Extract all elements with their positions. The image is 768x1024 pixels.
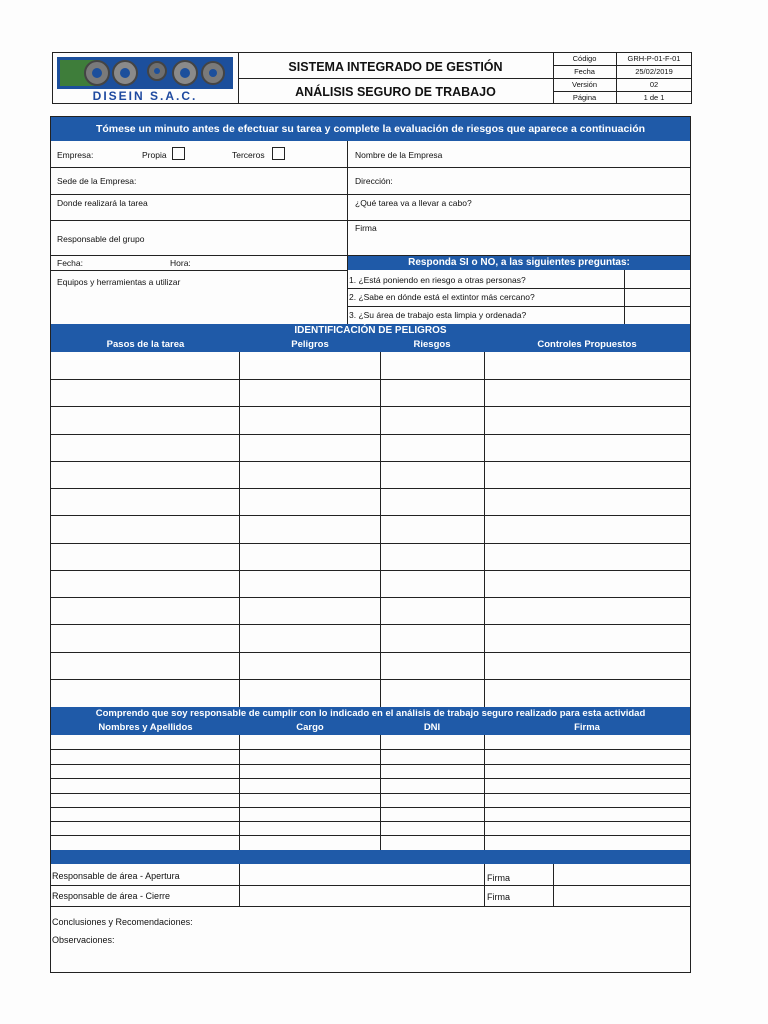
closing-manager-name-cell[interactable]: [240, 886, 484, 906]
hazards-table-body[interactable]: [50, 352, 691, 707]
intro-banner: Tómese un minuto antes de efectuar su tarea y complete la evaluación de riesgos que aparece a continuación: [51, 117, 690, 141]
company-name: DISEIN S.A.C.: [92, 89, 198, 103]
answer-cell-2[interactable]: [625, 289, 690, 306]
propia-label: Propia: [142, 150, 167, 160]
task-description-field[interactable]: ¿Qué tarea va a llevar a cabo?: [355, 198, 472, 208]
question-1: 1. ¿Está poniendo en riesgo a otras personas?: [349, 275, 526, 285]
meta-version-label: Versión: [571, 80, 598, 89]
closing-signature-cell[interactable]: [554, 886, 690, 906]
meta-date-value: 25/02/2019: [635, 67, 673, 76]
meta-code-label: Código: [572, 54, 597, 63]
meta-page-value: 1 de 1: [643, 93, 665, 102]
hazards-col-risks: Riesgos: [413, 339, 451, 350]
document-title: ANÁLISIS SEGURO DE TRABAJO: [295, 85, 496, 99]
meta-code-value: GRH-P-01-F-01: [627, 54, 681, 63]
question-3: 3. ¿Su área de trabajo esta limpia y ordenada?: [349, 310, 527, 320]
task-location-field[interactable]: Donde realizará la tarea: [57, 198, 148, 208]
closing-signature-label: Firma: [487, 892, 510, 902]
opening-signature-label: Firma: [487, 873, 510, 883]
separator-band: [51, 850, 690, 864]
terceros-checkbox[interactable]: [272, 147, 285, 160]
time-field[interactable]: Hora:: [170, 258, 191, 268]
opening-manager-name-cell[interactable]: [240, 865, 484, 885]
company-name-field[interactable]: Nombre de la Empresa: [355, 150, 443, 160]
system-title: SISTEMA INTEGRADO DE GESTIÓN: [288, 60, 503, 74]
closing-manager-label: Responsable de área - Cierre: [52, 891, 171, 901]
answer-cell-3[interactable]: [625, 307, 690, 324]
questions-header: Responda SI o NO, a las siguientes preguntas:: [348, 256, 690, 270]
conclusions-field[interactable]: Conclusiones y Recomendaciones:: [52, 917, 193, 927]
group-leader-field[interactable]: Responsable del grupo: [57, 234, 145, 244]
hazards-title: IDENTIFICACIÓN DE PELIGROS: [51, 324, 690, 338]
date-field[interactable]: Fecha:: [57, 258, 83, 268]
propia-checkbox[interactable]: [172, 147, 185, 160]
meta-page-label: Página: [572, 93, 597, 102]
meta-version-value: 02: [649, 80, 659, 89]
question-2: 2. ¿Sabe en dónde está el extintor más cercano?: [349, 292, 535, 302]
commitment-title: Comprendo que soy responsable de cumplir con lo indicado en el análisis de trabajo seguro realizado para esta actividad: [51, 707, 690, 721]
commitment-col-position: Cargo: [296, 722, 324, 733]
equipment-field[interactable]: Equipos y herramientas a utilizar: [57, 277, 181, 287]
opening-signature-cell[interactable]: [554, 865, 690, 885]
meta-date-label: Fecha: [574, 67, 595, 76]
commitment-table-body[interactable]: [50, 735, 691, 850]
observations-field[interactable]: Observaciones:: [52, 935, 115, 945]
commitment-col-name: Nombres y Apellidos: [98, 722, 193, 733]
hazards-col-controls: Controles Propuestos: [537, 339, 637, 350]
terceros-label: Terceros: [232, 150, 265, 160]
signature-field[interactable]: Firma: [355, 223, 377, 233]
sede-field[interactable]: Sede de la Empresa:: [57, 176, 137, 186]
hazards-col-hazards: Peligros: [291, 339, 329, 350]
answer-cell-1[interactable]: [625, 271, 690, 288]
commitment-col-dni: DNI: [423, 722, 441, 733]
hazards-col-steps: Pasos de la tarea: [106, 339, 185, 350]
opening-manager-label: Responsable de área - Apertura: [52, 871, 180, 881]
empresa-label: Empresa:: [57, 150, 94, 160]
commitment-col-signature: Firma: [574, 722, 600, 733]
address-field[interactable]: Dirección:: [355, 176, 393, 186]
company-logo: [57, 57, 233, 101]
